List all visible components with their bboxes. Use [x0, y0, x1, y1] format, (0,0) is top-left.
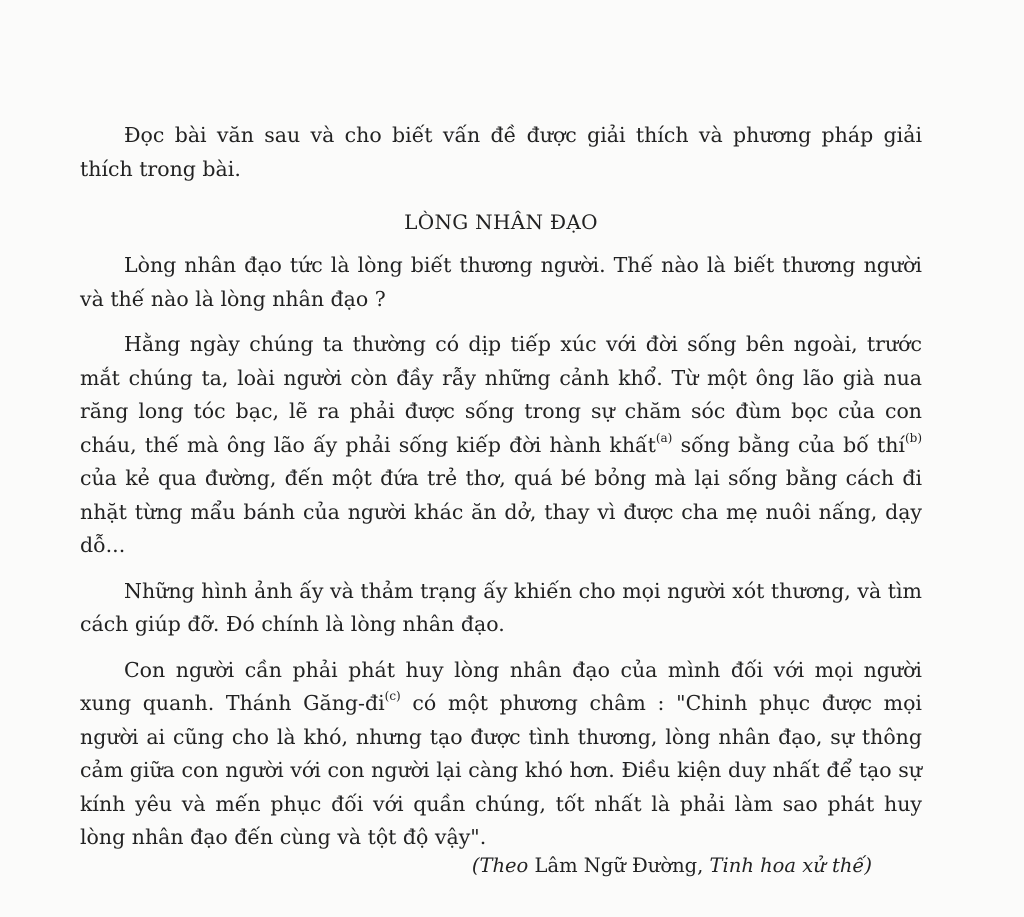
citation-close: )	[864, 854, 872, 877]
citation-work-title: Tinh hoa xử thế	[709, 854, 865, 877]
citation-open: (Theo	[471, 854, 529, 877]
citation-author: Lâm Ngữ Đường,	[528, 854, 710, 877]
essay-paragraph-2	[80, 328, 922, 563]
document-page	[80, 119, 922, 877]
paragraph-4-text-2: có một phương châm : "Chinh phục được mọi người ai cũng cho là khó, nhưng tạo được tình thương, lòng nhân đạo, sự thông cảm giữa con người với con người lại càng khó hơn. Điều kiện duy nhất để tạo sự kính yêu và mến phục đối với quần chúng, tốt nhất là phải làm sao phát huy lòng nhân đạo đến cùng và tột độ vậy".	[80, 691, 922, 849]
paragraph-2-text-1: Hằng ngày chúng ta thường có dịp tiếp xúc với đời sống bên ngoài, trước mắt chúng ta, loài người còn đầy rẫy những cảnh khổ. Từ một ông lão già nua răng long tóc bạc, lẽ ra phải được sống trong sự chăm sóc đùm bọc của con cháu, thế mà ông lão ấy phải sống kiếp đời hành khất	[80, 332, 922, 457]
footnote-marker-a: (a)	[655, 430, 673, 445]
essay-paragraph-3: Những hình ảnh ấy và thảm trạng ấy khiến cho mọi người xót thương, và tìm cách giúp đỡ. Đó chính là lòng nhân đạo.	[80, 578, 922, 636]
paragraph-4-text-1: Con người cần phải phát huy lòng nhân đạo của mình đối với mọi người xung quanh. Thánh Găng-đi	[80, 657, 922, 715]
essay-paragraph-4	[80, 654, 922, 855]
essay-paragraph-1: Lòng nhân đạo tức là lòng biết thương người. Thế nào là biết thương người và thế nào là lòng nhân đạo ?	[80, 253, 922, 311]
source-citation	[80, 849, 872, 882]
essay-title: LÒNG NHÂN ĐẠO	[404, 210, 598, 234]
paragraph-2-text-2: sống bằng của bố thí	[672, 432, 905, 457]
exercise-instruction: Đọc bài văn sau và cho biết vấn đề được giải thích và phương pháp giải thích trong bài.	[80, 123, 922, 181]
paragraph-2-text-3: của kẻ qua đường, đến một đứa trẻ thơ, quá bé bỏng mà lại sống bằng cách đi nhặt từng mẩu bánh của người khác ăn dở, thay vì được cha mẹ nuôi nấng, dạy dỗ...	[80, 466, 922, 557]
footnote-marker-c: (c)	[384, 689, 401, 704]
footnote-marker-b: (b)	[904, 430, 922, 445]
